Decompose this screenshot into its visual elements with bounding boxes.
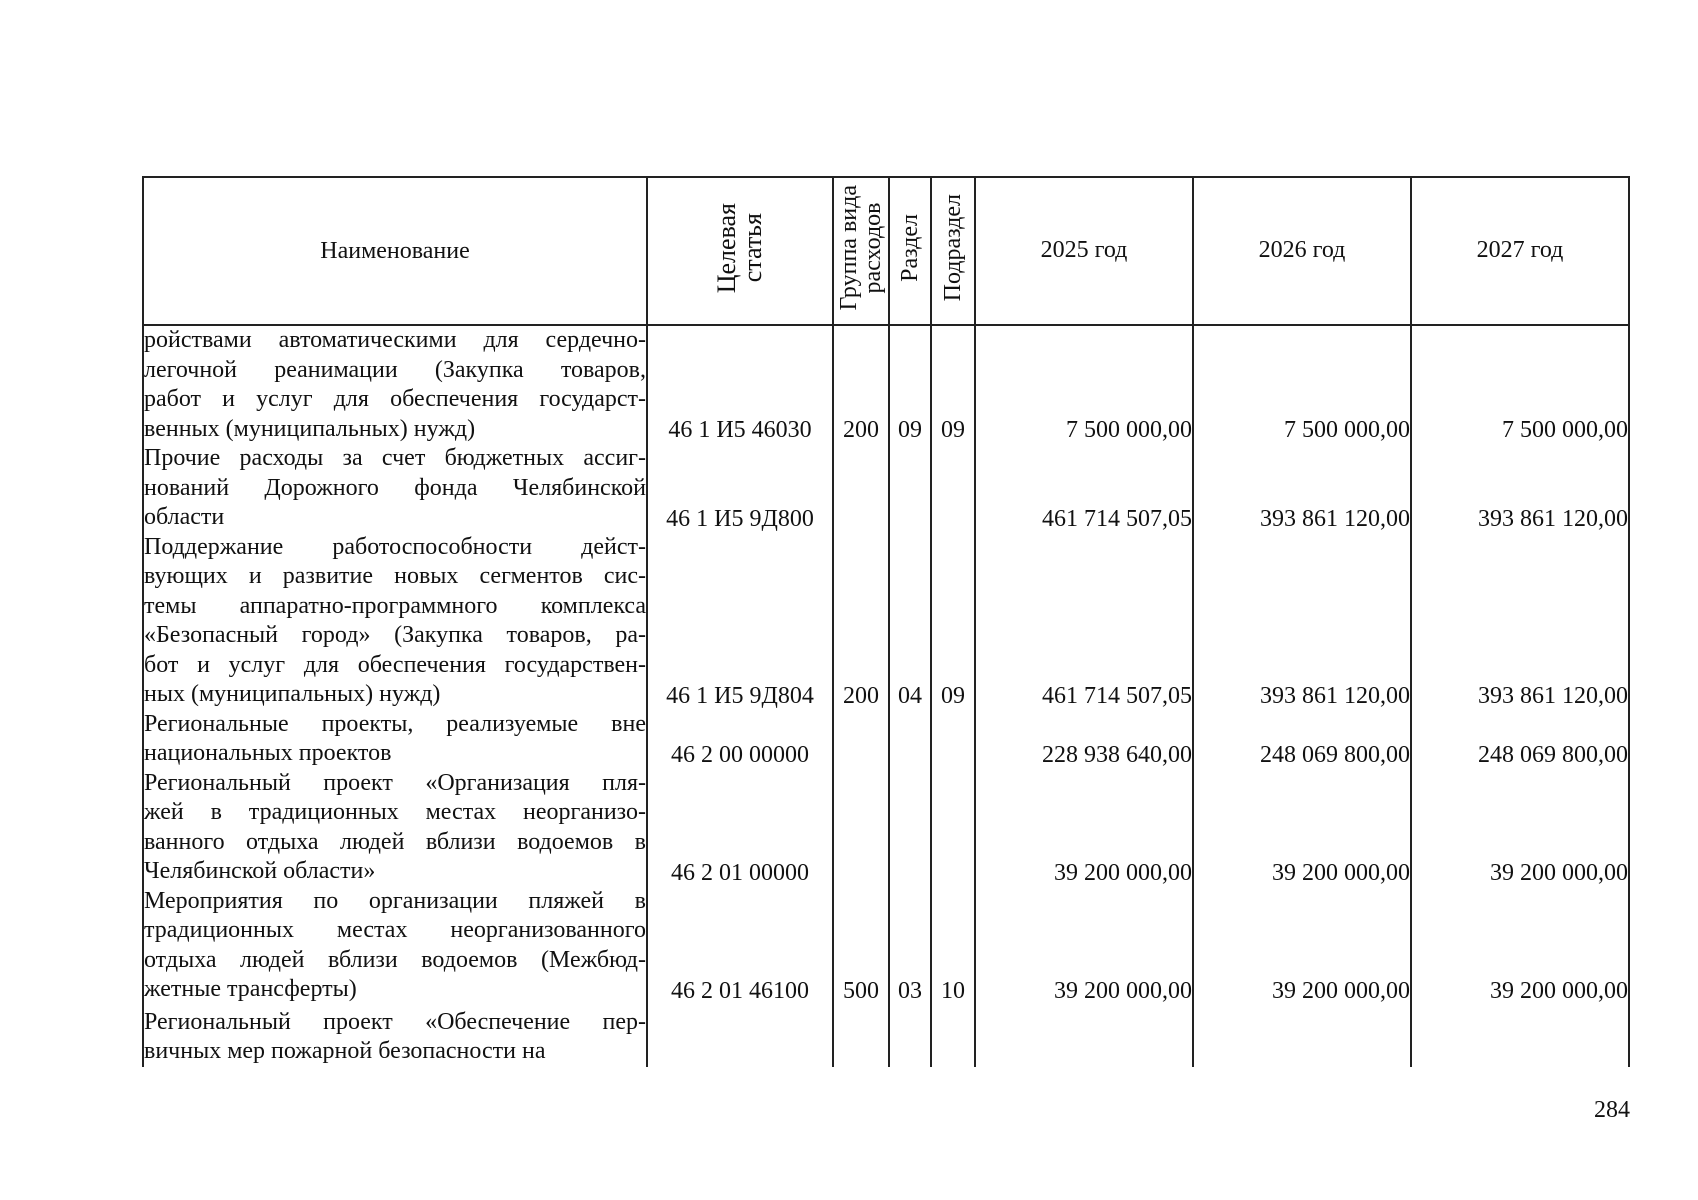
row-expense-group: [833, 769, 889, 887]
header-subsection: Подраздел: [931, 177, 975, 325]
row-name-line: жей в традиционных местах неорганизо-: [144, 799, 646, 825]
row-subsection: [931, 1005, 975, 1067]
row-amount-2027: 39 200 000,00: [1411, 769, 1629, 887]
row-target-article: 46 1 И5 9Д804: [647, 533, 833, 710]
row-amount-2027: [1411, 1005, 1629, 1067]
row-name-line: жетные трансферты): [144, 976, 357, 1002]
row-amount-2026: 7 500 000,00: [1193, 325, 1411, 444]
row-amount-2026: [1193, 1005, 1411, 1067]
row-expense-group: [833, 1005, 889, 1067]
table-row: [143, 710, 1629, 769]
row-section: [889, 769, 931, 887]
row-amount-2026: 39 200 000,00: [1193, 887, 1411, 1005]
row-subsection: 10: [931, 887, 975, 1005]
budget-table: [142, 176, 1630, 1067]
table-row: [143, 1005, 1629, 1067]
row-name-line: венных (муниципальных) нужд): [144, 415, 476, 442]
row-name-line: отдыха людей вблизи водоемов (Межбюд-: [144, 946, 646, 973]
row-name: [143, 1005, 647, 1067]
row-name-line: ванного отдыха людей вблизи водоемов в: [144, 828, 646, 855]
row-name-line: Прочие расходы за счет бюджетных ассиг-: [144, 445, 646, 471]
row-amount-2027: 393 861 120,00: [1411, 533, 1629, 710]
row-amount-2025: 461 714 507,05: [975, 444, 1193, 533]
row-target-article: [647, 1005, 833, 1067]
row-amount-2027: 7 500 000,00: [1411, 325, 1629, 444]
header-section: Раздел: [889, 177, 931, 325]
row-section: [889, 444, 931, 533]
row-name-line: Мероприятия по организации пляжей в: [144, 887, 646, 914]
row-subsection: [931, 444, 975, 533]
row-name: [143, 710, 647, 769]
row-subsection: [931, 769, 975, 887]
table-header-row: [143, 177, 1629, 325]
table-row: [143, 444, 1629, 533]
row-name-line: легочной реанимации (Закупка товаров,: [144, 356, 646, 383]
row-name-line: Региональный проект «Обеспечение пер-: [144, 1008, 646, 1035]
row-expense-group: 500: [833, 887, 889, 1005]
row-expense-group: [833, 710, 889, 769]
row-name: [143, 325, 647, 444]
row-section: 03: [889, 887, 931, 1005]
row-amount-2025: [975, 1005, 1193, 1067]
row-name-line: бот и услуг для обеспечения государствен-: [144, 651, 646, 678]
page-number: 284: [1594, 1097, 1630, 1123]
row-name-line: ных (муниципальных) нужд): [144, 681, 441, 707]
row-name: [143, 533, 647, 710]
row-target-article: 46 2 00 00000: [647, 710, 833, 769]
row-amount-2027: 39 200 000,00: [1411, 887, 1629, 1005]
row-amount-2025: 39 200 000,00: [975, 769, 1193, 887]
row-name-line: вичных мер пожарной безопасности на: [144, 1038, 546, 1064]
table-row: [143, 325, 1629, 444]
row-name-line: Региональный проект «Организация пля-: [144, 769, 646, 796]
row-amount-2025: 7 500 000,00: [975, 325, 1193, 444]
row-amount-2025: 228 938 640,00: [975, 710, 1193, 769]
row-target-article: 46 2 01 00000: [647, 769, 833, 887]
header-year-2026: 2026 год: [1193, 177, 1411, 325]
row-amount-2026: 393 861 120,00: [1193, 444, 1411, 533]
row-expense-group: 200: [833, 325, 889, 444]
header-target-article: Целевая статья: [647, 177, 833, 325]
table-row: [143, 769, 1629, 887]
row-name: [143, 887, 647, 1005]
row-name-line: Челябинской области»: [144, 858, 376, 884]
header-name: Наименование: [143, 177, 647, 325]
header-year-2027: 2027 год: [1411, 177, 1629, 325]
row-section: 09: [889, 325, 931, 444]
table-row: [143, 533, 1629, 710]
row-section: [889, 1005, 931, 1067]
row-name: [143, 769, 647, 887]
row-name-line: области: [144, 504, 225, 530]
row-name-line: ройствами автоматическими для сердечно-: [144, 327, 646, 353]
row-name-line: «Безопасный город» (Закупка товаров, ра-: [144, 622, 646, 648]
row-name-line: национальных проектов: [144, 740, 392, 766]
header-expense-group: Группа вида расходов: [833, 177, 889, 325]
row-section: 04: [889, 533, 931, 710]
row-name-line: работ и услуг для обеспечения государст-: [144, 386, 646, 412]
row-subsection: [931, 710, 975, 769]
row-name-line: нований Дорожного фонда Челябинской: [144, 474, 646, 501]
row-expense-group: [833, 444, 889, 533]
row-target-article: 46 1 И5 9Д800: [647, 444, 833, 533]
row-name-line: Региональные проекты, реализуемые вне: [144, 710, 646, 737]
row-amount-2025: 39 200 000,00: [975, 887, 1193, 1005]
row-name-line: Поддержание работоспособности дейст-: [144, 533, 646, 560]
row-section: [889, 710, 931, 769]
row-name-line: вующих и развитие новых сегментов сис-: [144, 563, 646, 589]
row-amount-2026: 39 200 000,00: [1193, 769, 1411, 887]
row-target-article: 46 2 01 46100: [647, 887, 833, 1005]
row-amount-2025: 461 714 507,05: [975, 533, 1193, 710]
row-name-line: темы аппаратно-программного комплекса: [144, 592, 646, 619]
header-year-2025: 2025 год: [975, 177, 1193, 325]
row-target-article: 46 1 И5 46030: [647, 325, 833, 444]
row-amount-2027: 248 069 800,00: [1411, 710, 1629, 769]
row-amount-2027: 393 861 120,00: [1411, 444, 1629, 533]
table-body: [143, 325, 1629, 1067]
row-amount-2026: 393 861 120,00: [1193, 533, 1411, 710]
row-subsection: 09: [931, 533, 975, 710]
row-expense-group: 200: [833, 533, 889, 710]
row-amount-2026: 248 069 800,00: [1193, 710, 1411, 769]
row-name: [143, 444, 647, 533]
table-row: [143, 887, 1629, 1005]
row-name-line: традиционных местах неорганизованного: [144, 917, 646, 943]
row-subsection: 09: [931, 325, 975, 444]
